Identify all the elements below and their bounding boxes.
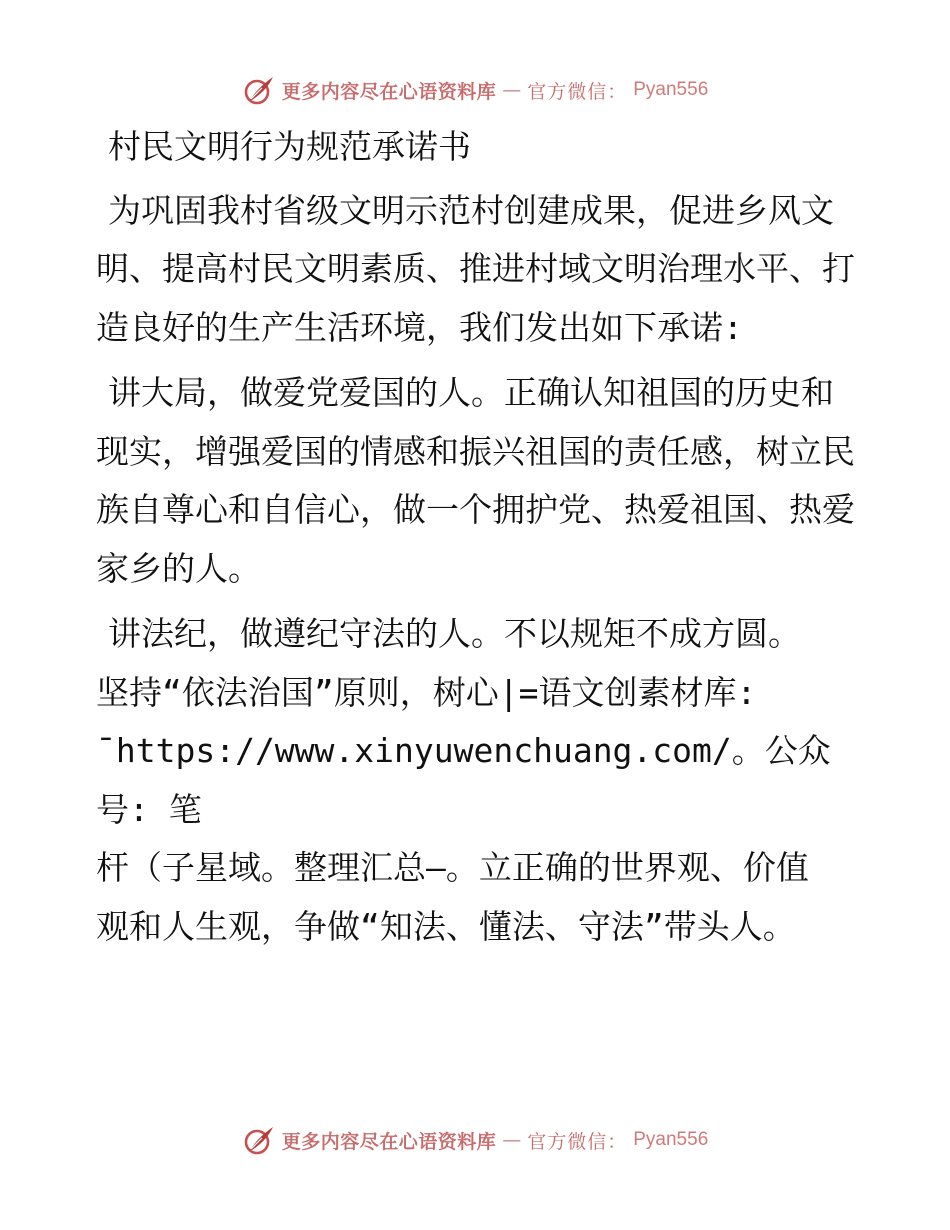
paragraph-patriotism: 讲大局，做爱党爱国的人。正确认知祖国的历史和现实，增强爱国的情感和振兴祖国的责任感，树立民族自尊心和自信心，做一个拥护党、热爱祖国、热爱家乡的人。 xyxy=(96,373,855,588)
paragraph-intro: 为巩固我村省级文明示范村创建成果，促进乡风文明、提高村民文明素质、推进村域文明治理水平、打造良好的生产生活环境，我们发出如下承诺: xyxy=(96,190,855,347)
banner-main-text: 更多内容尽在心语资料库 xyxy=(281,80,497,103)
paragraph-law xyxy=(96,605,856,956)
paragraph-law-line-5: 观和人生观，争做“知法、懂法、守法”带头人。 xyxy=(96,906,796,946)
banner-wechat-id: Pyan556 xyxy=(633,79,709,100)
paragraph-law-line-4: 杆（子星域。整理汇总—。立正确的世界观、价值 xyxy=(96,848,809,887)
quill-pen-logo-icon xyxy=(242,1123,276,1157)
header-watermark-banner xyxy=(0,70,950,110)
paragraph-law-line-2: 坚持“依法治国”原则，树心|=语文创素材库: xyxy=(96,672,757,712)
banner-wechat-label: 官方微信： xyxy=(527,80,628,103)
banner-separator: — xyxy=(502,1129,522,1151)
paragraph-law-line-3: ¯https://www.xinyuwenchuang.com/。公众号: 笔 xyxy=(96,731,831,829)
document-body xyxy=(96,118,856,963)
banner-wechat-id: Pyan556 xyxy=(633,1129,709,1150)
paragraph-law-line-1: 讲法纪，做遵纪守法的人。不以规矩不成方圆。 xyxy=(108,614,801,653)
banner-wechat-label: 官方微信： xyxy=(527,1130,628,1153)
footer-watermark-banner xyxy=(0,1120,950,1160)
quill-pen-logo-icon xyxy=(242,73,276,107)
banner-separator: — xyxy=(502,79,522,101)
banner-main-text: 更多内容尽在心语资料库 xyxy=(281,1130,497,1153)
document-title: 村民文明行为规范承诺书 xyxy=(108,127,471,166)
